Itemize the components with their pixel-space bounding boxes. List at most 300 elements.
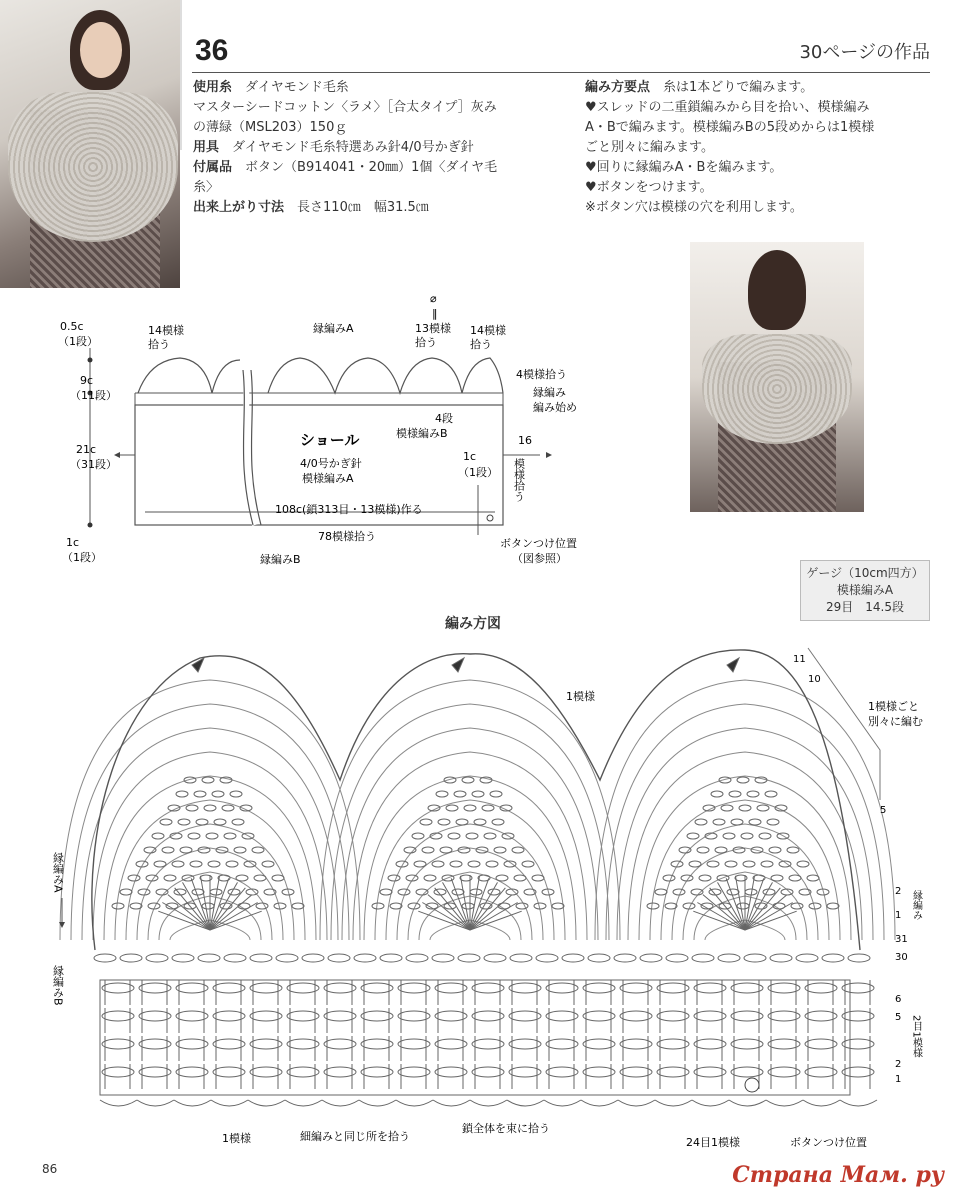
chain-loop [164, 875, 176, 881]
chain-loop [768, 1067, 800, 1077]
edge-scallop [285, 1100, 322, 1106]
chain-loop [657, 1011, 689, 1021]
chain-loop [546, 1039, 578, 1049]
chain-loop [488, 889, 500, 895]
chain-loop [694, 983, 726, 993]
chain-loop [324, 1039, 356, 1049]
page-item-number: 36 [195, 34, 229, 67]
yarn-brand: ダイヤモンド毛糸 [245, 80, 349, 95]
edge-scallop [359, 1100, 396, 1106]
chain-loop [691, 889, 703, 895]
chain-loop [842, 1011, 874, 1021]
left-label-edge-a: 縁編みA [51, 852, 65, 893]
chain-loop [546, 1067, 578, 1077]
edge-scallop [470, 1100, 507, 1106]
chain-loop [480, 777, 492, 783]
chain-loop [755, 777, 767, 783]
chain-loop [214, 819, 226, 825]
button-reference-label: （図参照） [512, 552, 567, 565]
chain-loop [647, 903, 659, 909]
chain-loop [842, 1039, 874, 1049]
chain-loop [213, 1067, 245, 1077]
chain-loop [456, 819, 468, 825]
page-reference: 30ページの作品 [799, 42, 930, 63]
page-number: 86 [42, 1162, 58, 1176]
edge-scallop [137, 1100, 174, 1106]
bottom-label-4: 24目1模様 [686, 1136, 740, 1149]
row-number: 2 [895, 1059, 902, 1070]
chain-loop [120, 954, 142, 962]
fan-spoke [697, 903, 745, 931]
chain-loop [805, 983, 837, 993]
label-edge-a: 縁編みA [313, 322, 354, 335]
chain-loop [484, 954, 506, 962]
chain-loop [744, 954, 766, 962]
chain-loop [94, 954, 116, 962]
chain-loop [324, 983, 356, 993]
chain-loop [154, 861, 166, 867]
chain-loop [252, 847, 264, 853]
left-label-edge-b: 縁編みB [51, 965, 65, 1006]
chain-loop [757, 805, 769, 811]
chain-loop [482, 805, 494, 811]
chart-title: 編み方図 [445, 616, 501, 632]
chain-loop [361, 983, 393, 993]
chain-loop [510, 954, 532, 962]
chain-loop [176, 1011, 208, 1021]
size-text: 長さ110㎝ 幅31.5㎝ [297, 200, 429, 215]
chain-loop [509, 983, 541, 993]
chain-loop [388, 875, 400, 881]
chain-loop [737, 777, 749, 783]
chain-loop [435, 1039, 467, 1049]
dim-bottom-rows: （1段） [62, 551, 102, 564]
chain-loop [796, 954, 818, 962]
chain-loop [420, 819, 432, 825]
chain-loop [687, 833, 699, 839]
parts-text-1: ボタン（B914041・20㎜）1個〈ダイヤ毛 [245, 160, 498, 175]
chain-loop [807, 875, 819, 881]
dim-scallop-rows: （11段） [70, 389, 117, 402]
edge-scallop [322, 1100, 359, 1106]
start-arrow [452, 658, 464, 672]
edge-scallop [248, 1100, 285, 1106]
chain-loop [725, 861, 737, 867]
chain-loop [743, 861, 755, 867]
chain-loop [262, 861, 274, 867]
chain-loop [768, 983, 800, 993]
chain-loop [192, 889, 204, 895]
yarn-desc-1: マスターシードコットン〈ラメ〉［合太タイプ］灰み [193, 100, 497, 115]
chain-loop [769, 847, 781, 853]
chain-loop [767, 819, 779, 825]
bottom-label-1: 1模様 [222, 1132, 251, 1145]
edge-scallop [174, 1100, 211, 1106]
label-16: 16 [518, 434, 532, 447]
chain-loop [102, 1067, 134, 1077]
chain-loop [324, 1011, 356, 1021]
chain-loop [361, 1011, 393, 1021]
materials-block [193, 78, 573, 218]
chain-loop [250, 1067, 282, 1077]
chain-loop [202, 777, 214, 783]
chain-loop [768, 1011, 800, 1021]
parts-text-2: 糸〉 [193, 180, 220, 195]
bottom-pick-label: 78模様拾う [318, 530, 376, 543]
chain-loop [224, 833, 236, 839]
fan-spoke [470, 903, 518, 931]
chain-loop [583, 1067, 615, 1077]
chain-loop [398, 889, 410, 895]
chain-loop [496, 875, 508, 881]
row-number: 1 [895, 910, 902, 921]
chain-loop [432, 861, 444, 867]
chain-loop [805, 1039, 837, 1049]
label-edge-start-2: 編み始め [533, 401, 577, 414]
chain-loop [731, 1039, 763, 1049]
chain-loop [398, 983, 430, 993]
chain-loop [250, 983, 282, 993]
chain-loop [655, 889, 667, 895]
chain-loop [324, 1067, 356, 1077]
label-4-rows: 4段 [435, 412, 453, 425]
chain-loop [699, 875, 711, 881]
chain-loop [759, 833, 771, 839]
watermark: Страна Мам. ру [732, 1162, 944, 1188]
chain-loop [472, 791, 484, 797]
chain-loop [398, 1067, 430, 1077]
chain-loop [213, 1011, 245, 1021]
chain-loop [422, 847, 434, 853]
chain-loop [102, 1011, 134, 1021]
parts-label: 付属品 [193, 160, 233, 175]
instructions-intro: 糸は1本どりで編みます。 [663, 80, 814, 95]
chain-loop [509, 1039, 541, 1049]
chain-loop [435, 1011, 467, 1021]
chain-loop [436, 791, 448, 797]
chain-loop [232, 819, 244, 825]
chain-loop [424, 875, 436, 881]
chain-loop [741, 833, 753, 839]
separate-note-2: 別々に編む [868, 715, 923, 728]
chain-loop [139, 1067, 171, 1077]
label-pick-left: 拾う [148, 338, 170, 351]
edge-vertical-b: 2目1模様 [910, 1015, 922, 1058]
chain-loop [478, 875, 490, 881]
edge-scallop [507, 1100, 544, 1106]
fan-spoke [210, 903, 258, 931]
chain-loop [692, 954, 714, 962]
label-14-patterns-right: 14模様 [470, 324, 506, 337]
chain-loop [723, 833, 735, 839]
dim-bottom: 1c [66, 536, 80, 549]
chain-loop [446, 805, 458, 811]
chain-loop [583, 1039, 615, 1049]
chain-loop [196, 819, 208, 825]
chain-loop [176, 791, 188, 797]
gauge-title: ゲージ（10cm四方） [806, 566, 924, 580]
chain-loop [715, 847, 727, 853]
chain-loop [224, 954, 246, 962]
chain-loop [236, 875, 248, 881]
schematic-title: ショール [300, 431, 360, 449]
label-1c-rows: （1段） [458, 466, 498, 479]
label-edge-start-1: 縁編み [533, 386, 566, 399]
chain-loop [287, 1039, 319, 1049]
chain-loop [230, 791, 242, 797]
chain-loop [328, 954, 350, 962]
chain-loop [731, 819, 743, 825]
chain-loop [176, 1039, 208, 1049]
chain-loop [466, 833, 478, 839]
chain-loop [256, 903, 268, 909]
crochet-chart [0, 630, 956, 1170]
chain-loop [228, 889, 240, 895]
chain-loop [620, 1067, 652, 1077]
chain-loop [842, 983, 874, 993]
chain-loop [731, 1011, 763, 1021]
edge-scallop [692, 1100, 729, 1106]
bottom-label-2: 細編みと同じ所を拾う [300, 1130, 410, 1143]
chain-loop [128, 875, 140, 881]
chain-loop [588, 954, 610, 962]
foundation-label: 108c(鎖313目・13模様)作る [275, 503, 423, 516]
label-1c: 1c [463, 450, 477, 463]
chain-loop [194, 791, 206, 797]
chain-loop [771, 875, 783, 881]
label-pattern-b: 模様編みB [396, 427, 448, 440]
chain-loop [302, 954, 324, 962]
chain-loop [737, 903, 749, 909]
chain-loop [406, 954, 428, 962]
instructions-title: 編み方要点 [585, 80, 651, 95]
chain-loop [180, 847, 192, 853]
edge-scallop [581, 1100, 618, 1106]
button-position-label: ボタンつけ位置 [500, 537, 577, 550]
chain-loop [666, 954, 688, 962]
chain-loop [472, 1067, 504, 1077]
chain-loop [204, 805, 216, 811]
chain-loop [787, 847, 799, 853]
chain-loop [172, 954, 194, 962]
instruction-line: ♥ボタンをつけます。 [585, 180, 713, 195]
chain-loop [176, 1067, 208, 1077]
chain-loop [514, 875, 526, 881]
chain-loop [354, 954, 376, 962]
chain-loop [663, 875, 675, 881]
chain-loop [747, 791, 759, 797]
chain-loop [398, 1039, 430, 1049]
chain-loop [546, 983, 578, 993]
chain-loop [458, 954, 480, 962]
chain-loop [139, 1039, 171, 1049]
gauge-pattern: 模様編みA [836, 583, 894, 597]
edge-scallop [729, 1100, 766, 1106]
chain-loop [226, 861, 238, 867]
chain-loop [102, 983, 134, 993]
chain-loop [522, 861, 534, 867]
chain-loop [474, 819, 486, 825]
edge-scallop [840, 1100, 877, 1106]
chain-loop [695, 819, 707, 825]
chain-loop [583, 1011, 615, 1021]
chain-loop [184, 777, 196, 783]
chain-loop [412, 833, 424, 839]
dim-top-rows: （1段） [58, 335, 98, 348]
chain-loop [188, 833, 200, 839]
edge-scallop [100, 1100, 137, 1106]
chain-loop [842, 1067, 874, 1077]
chain-loop [454, 791, 466, 797]
chain-loop [665, 903, 677, 909]
edge-scallop [618, 1100, 655, 1106]
chain-loop [583, 983, 615, 993]
chain-loop [727, 889, 739, 895]
tools-text: ダイヤモンド毛糸特選あみ針4/0号かぎ針 [232, 140, 474, 155]
chain-loop [390, 903, 402, 909]
model-photo-back [690, 242, 864, 512]
chain-loop [250, 1011, 282, 1021]
chain-loop [620, 983, 652, 993]
fan-spoke [162, 903, 210, 931]
dim-body: 21c [76, 443, 97, 456]
chain-loop [657, 983, 689, 993]
chain-loop [694, 1039, 726, 1049]
row-number: 5 [895, 1012, 902, 1023]
chain-loop [440, 847, 452, 853]
chain-loop [689, 861, 701, 867]
chain-loop [160, 819, 172, 825]
chain-loop [462, 777, 474, 783]
instructions-block [585, 78, 935, 218]
gauge-values: 29目 14.5段 [826, 600, 904, 614]
chain-loop [509, 1011, 541, 1021]
chain-loop [138, 889, 150, 895]
chain-loop [484, 833, 496, 839]
chain-loop [673, 889, 685, 895]
label-16-pick: 模様拾う [512, 458, 526, 502]
chain-loop [546, 1011, 578, 1021]
chain-loop [620, 1039, 652, 1049]
chain-loop [213, 1039, 245, 1049]
chain-loop [414, 861, 426, 867]
chain-loop [176, 983, 208, 993]
chain-loop [416, 889, 428, 895]
edge-scallop [544, 1100, 581, 1106]
chain-loop [707, 861, 719, 867]
chain-loop [749, 819, 761, 825]
chain-loop [102, 1039, 134, 1049]
edge-scallop [803, 1100, 840, 1106]
chain-loop [512, 847, 524, 853]
chain-loop [287, 983, 319, 993]
chain-loop [694, 1067, 726, 1077]
yarn-desc-2: の薄緑（MSL203）150ｇ [193, 120, 348, 135]
edge-b-label: 縁編みB [260, 553, 301, 566]
chain-loop [186, 805, 198, 811]
chain-loop [162, 847, 174, 853]
row-number: 2 [895, 886, 902, 897]
schematic-hook: 4/0号かぎ針 [300, 457, 362, 470]
chain-loop [112, 903, 124, 909]
row-number: 6 [895, 994, 902, 1005]
chain-loop [464, 805, 476, 811]
chain-loop [472, 983, 504, 993]
chain-loop [797, 861, 809, 867]
chain-loop [250, 1039, 282, 1049]
chain-loop [721, 805, 733, 811]
chain-loop [152, 833, 164, 839]
chain-loop [190, 861, 202, 867]
chain-loop [731, 983, 763, 993]
chain-loop [450, 861, 462, 867]
chain-loop [198, 954, 220, 962]
chain-loop [768, 1039, 800, 1049]
chain-loop [516, 903, 528, 909]
chain-loop [770, 954, 792, 962]
chain-loop [202, 903, 214, 909]
chain-loop [444, 777, 456, 783]
chain-loop [120, 889, 132, 895]
chain-loop [452, 889, 464, 895]
label-13-pick: 拾う [415, 336, 437, 349]
chain-loop [822, 954, 844, 962]
chain-loop [438, 819, 450, 825]
chain-loop [697, 847, 709, 853]
chain-loop [640, 954, 662, 962]
edge-scallop [655, 1100, 692, 1106]
chain-loop [492, 819, 504, 825]
chain-loop [805, 1011, 837, 1021]
chain-loop [468, 861, 480, 867]
chain-loop [791, 903, 803, 909]
chain-loop [827, 903, 839, 909]
chain-loop [380, 954, 402, 962]
chain-loop [614, 954, 636, 962]
dim-scallop: 9c [80, 374, 94, 387]
chain-loop [250, 954, 272, 962]
row-number: 5 [880, 805, 887, 816]
edge-scallop [396, 1100, 433, 1106]
tools-label: 用具 [193, 140, 220, 155]
label-equals: ‖ [432, 307, 438, 320]
chain-loop [731, 1067, 763, 1077]
start-arrow [727, 658, 739, 672]
label-13-patterns: 13模様 [415, 322, 451, 335]
one-pattern-label: 1模様 [566, 690, 595, 703]
chain-loop [213, 983, 245, 993]
gauge-box [800, 560, 930, 621]
edge-vertical-a: 縁編み [910, 890, 922, 920]
chain-loop [472, 1039, 504, 1049]
chain-loop [156, 889, 168, 895]
row-number: 11 [793, 654, 806, 665]
chain-loop [763, 889, 775, 895]
schematic-pattern: 模様編みA [302, 472, 354, 485]
chain-loop [509, 1067, 541, 1077]
row-number: 31 [895, 934, 908, 945]
instruction-line: ♥スレッドの二重鎖編みから目を拾い、模様編み [585, 100, 870, 115]
chain-loop [462, 903, 474, 909]
row-number: 1 [895, 1074, 902, 1085]
side-caption [180, 0, 182, 150]
chain-loop [234, 847, 246, 853]
left-dimensions [58, 320, 117, 564]
chain-loop [380, 889, 392, 895]
chain-loop [765, 791, 777, 797]
chain-loop [398, 1011, 430, 1021]
chain-loop [361, 1067, 393, 1077]
